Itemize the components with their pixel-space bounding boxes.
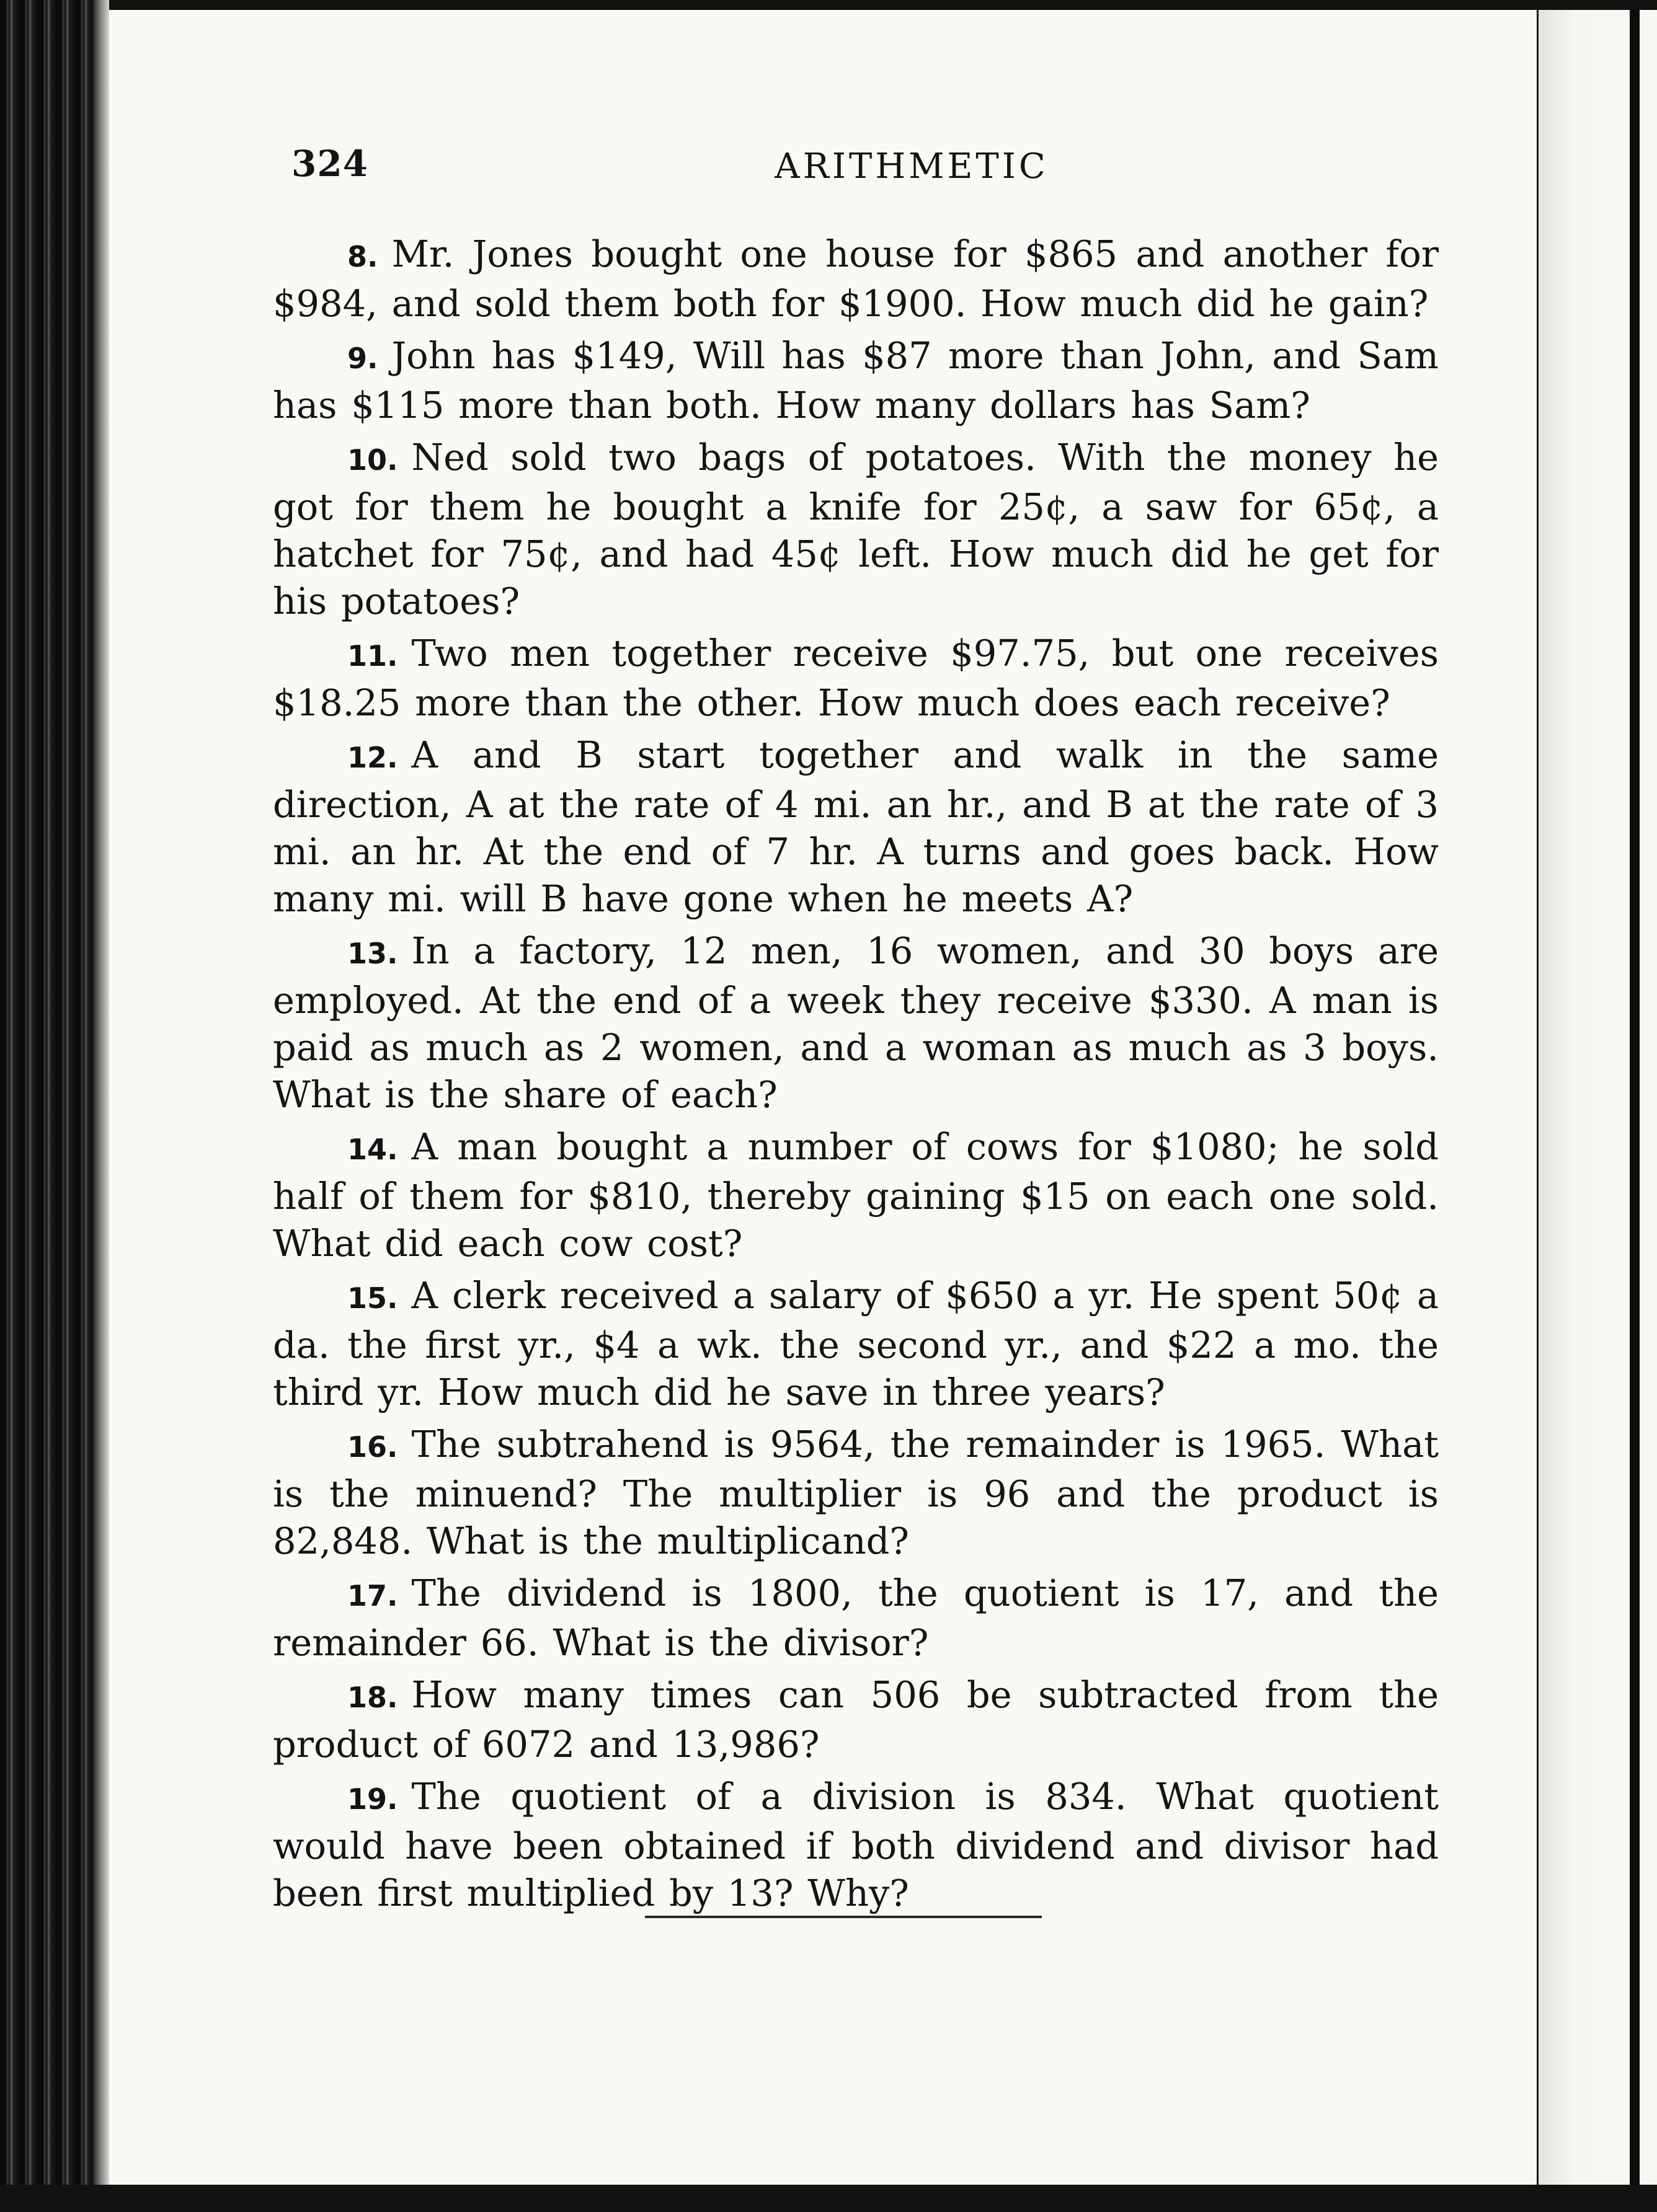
problem-text: In a factory, 12 men, 16 women, and 30 boys are employed. At the end of a week they receive $330. A man is paid as much as 2 women, and a woman as much as 3 boys. What is the share of each? [273,929,1439,1116]
page-number: 324 [291,143,369,185]
problem-number: 8. [347,240,378,273]
problem-17 [273,1570,1439,1666]
problem-15 [273,1272,1439,1416]
adjacent-page-rule [1630,10,1640,2185]
problem-18 [273,1671,1439,1768]
problem-text: The dividend is 1800, the quotient is 17, and the remainder 66. What is the divisor? [273,1572,1439,1664]
problem-11 [273,630,1439,727]
problem-number: 16. [347,1430,398,1464]
problem-14 [273,1123,1439,1267]
problem-number: 17. [347,1579,398,1613]
problem-number: 19. [347,1782,398,1816]
problem-text: How many times can 506 be subtracted from the product of 6072 and 13,986? [273,1673,1439,1766]
problem-number: 10. [347,443,398,477]
problem-text: Ned sold two bags of potatoes. With the money he got for them he bought a knife for 25¢, a saw for 65¢, a hatchet for 75¢, and had 45¢ left. How much did he get for his potatoes? [273,436,1439,622]
book-spine [0,0,107,2212]
problem-text: A man bought a number of cows for $1080; he sold half of them for $810, thereby gaining $15 on each one sold. What did each cow cost? [273,1125,1439,1265]
problem-text: Two men together receive $97.75, but one receives $18.25 more than the other. How much does each receive? [273,632,1439,724]
problem-text: A clerk received a salary of $650 a yr. He spent 50¢ a da. the first yr., $4 a wk. the second yr., and $22 a mo. the third yr. How much did he save in three years? [273,1274,1439,1413]
problem-text: The quotient of a division is 834. What quotient would have been obtained if both dividend and divisor had been first multiplied by 13? Why? [273,1775,1439,1914]
problem-number: 18. [347,1681,398,1714]
problem-8 [273,231,1439,327]
problem-number: 12. [347,741,398,774]
problem-number: 13. [347,937,398,970]
problem-text: The subtrahend is 9564, the remainder is 1965. What is the minuend? The multiplier is 96 and the product is 82,848. What is the multiplicand? [273,1423,1439,1562]
problem-text: Mr. Jones bought one house for $865 and another for $984, and sold them both for $1900. How much did he gain? [273,232,1439,325]
problem-10 [273,434,1439,625]
problem-13 [273,927,1439,1118]
scan-frame-bottom [0,2185,1657,2212]
problem-19 [273,1773,1439,1917]
scan-frame-top [0,0,1657,10]
problem-number: 14. [347,1133,398,1166]
problem-number: 9. [347,342,378,375]
problem-9 [273,332,1439,429]
problem-16 [273,1421,1439,1565]
page-header [291,143,1433,192]
problem-number: 11. [347,639,398,673]
problem-number: 15. [347,1281,398,1315]
problem-list [273,231,1439,1922]
problem-text: John has $149, Will has $87 more than John, and Sam has $115 more than both. How many dollars has Sam? [273,334,1439,427]
spine-edge-shadow [93,0,109,2212]
section-end-rule [645,1916,1042,1918]
problem-text: A and B start together and walk in the same direction, A at the rate of 4 mi. an hr., and B at the rate of 3 mi. an hr. At the end of 7 hr. A turns and goes back. How many mi. will B have gone when he meets A? [273,733,1439,920]
problem-12 [273,732,1439,922]
running-head: ARITHMETIC [775,146,1049,187]
